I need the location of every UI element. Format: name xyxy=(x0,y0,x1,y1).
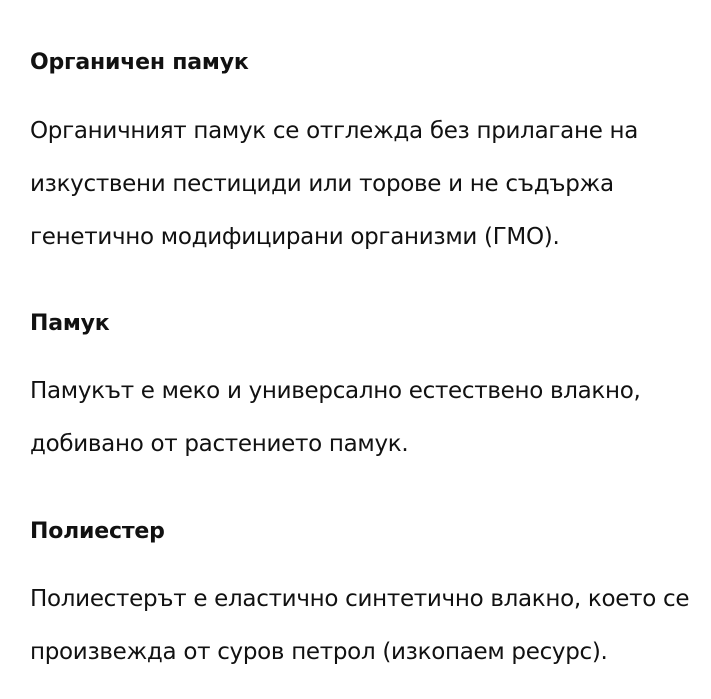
description-line: Полиестерът е еластично синтетично влакно, което се xyxy=(30,586,690,612)
description-line: генетично модифицирани организми (ГМО). xyxy=(30,224,560,250)
section-heading-organic-cotton: Органичен памук xyxy=(30,50,249,75)
description-line: изкуствени пестициди или торове и не съдържа xyxy=(30,171,614,197)
description-line: добивано от растението памук. xyxy=(30,431,409,457)
section-description-cotton xyxy=(30,365,690,471)
section-description-polyester xyxy=(30,573,690,679)
section-heading-polyester: Полиестер xyxy=(30,519,165,544)
section-heading-cotton: Памук xyxy=(30,311,110,336)
description-line: Органичният памук се отглежда без прилагане на xyxy=(30,118,639,144)
section-description-organic-cotton xyxy=(30,105,690,264)
description-line: произвежда от суров петрол (изкопаем ресурс). xyxy=(30,639,608,665)
description-line: Памукът е меко и универсално естествено влакно, xyxy=(30,378,641,404)
